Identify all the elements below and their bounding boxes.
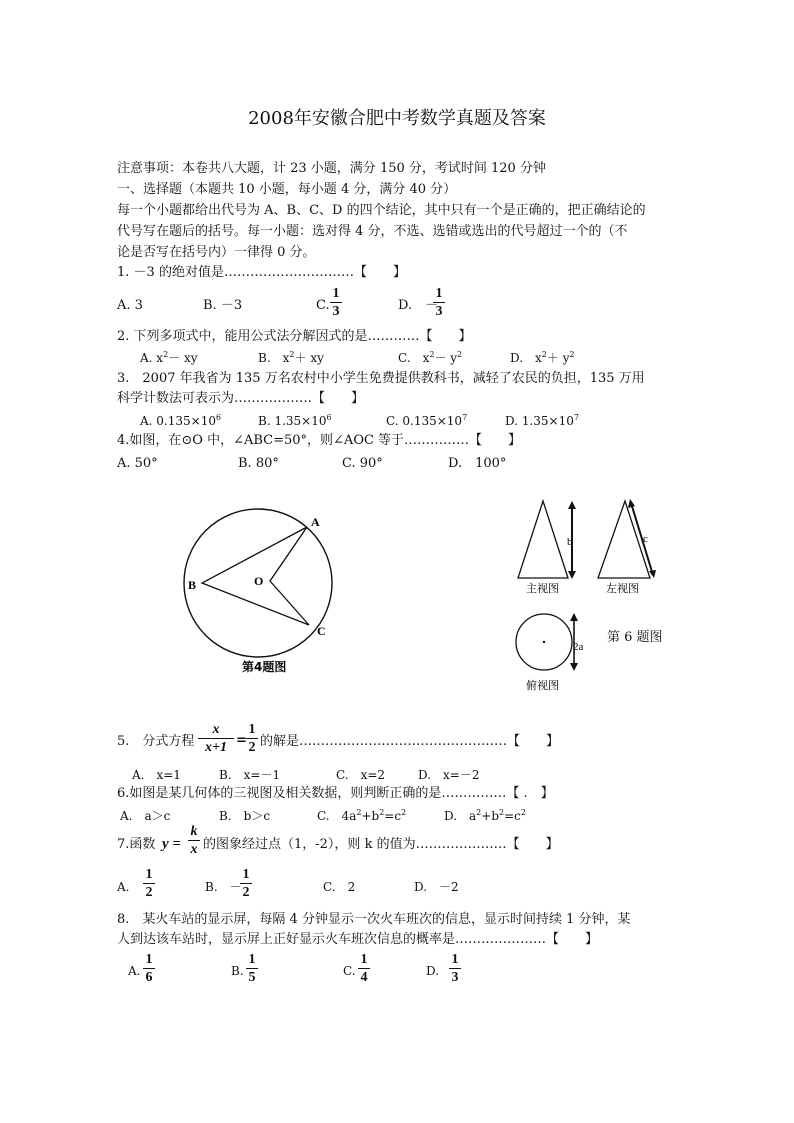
q5-equals: =	[236, 733, 247, 748]
arrow-up-icon	[570, 613, 578, 621]
label-o: O	[254, 574, 264, 588]
q4-option-b: B. 80°	[238, 456, 279, 471]
label-2a-dim: 2a	[573, 641, 584, 653]
instruction-line-1: 每一个小题都给出代号为 A、B、C、D 的四个结论，其中只有一个是正确的，把正确结论的	[117, 203, 646, 218]
q5-fraction-lhs: x x+1	[198, 722, 234, 755]
q5-option-b: B. x=－1	[219, 768, 281, 782]
q3-line-2: 科学计数法可表示为………………【 】	[117, 391, 365, 406]
q7-y: y =	[162, 836, 181, 852]
q3-line-1: 3. 2007 年我省为 135 万名农村中小学生免费提供教科书，减轻了农民的负担，135 万用	[117, 371, 645, 386]
q5-option-c: C. x=2	[336, 768, 386, 782]
q2-option-d: D. $x^2+ y^2$	[510, 350, 575, 365]
label-b-dim: b	[567, 536, 573, 548]
q7-b-fraction: 1 2	[240, 867, 252, 900]
front-view-caption: 主视图	[526, 582, 559, 595]
q4-option-c: C. 90°	[342, 456, 383, 471]
q4-option-d: D. 100°	[448, 456, 507, 471]
q5-stem: 的解是…………………………………………【 】	[260, 734, 560, 749]
q8-c-fraction: 1 4	[358, 952, 370, 985]
arrow-down-icon	[568, 571, 576, 579]
q6-option-c: C. $4a^2+b^2=c^2$	[317, 808, 407, 823]
q6-option-b: B. b＞c	[219, 809, 271, 823]
notice: 注意事项：本卷共八大题，计 23 小题，满分 150 分，考试时间 120 分钟	[117, 161, 546, 176]
q7-option-a: A.	[117, 880, 130, 894]
left-view-dimension-c	[631, 503, 653, 575]
q6-option-a: A. a＞c	[120, 809, 171, 823]
q7-a-fraction: 1 2	[143, 867, 155, 900]
q4-option-a: A. 50°	[117, 456, 158, 471]
top-view-caption: 俯视图	[526, 679, 559, 692]
q6-option-d: D. $a^2+b^2=c^2$	[444, 808, 526, 823]
q7-option-c: C. 2	[323, 880, 356, 894]
angle-aoc-lines	[270, 527, 309, 625]
left-view-caption: 左视图	[606, 582, 639, 595]
q1-c-fraction: 1 3	[330, 286, 342, 319]
q5-option-d: D. x=－2	[418, 768, 480, 782]
arrow-up-icon	[568, 501, 576, 509]
q8-option-a: A.	[128, 964, 141, 978]
figure-6-three-views	[510, 495, 680, 695]
q5-prefix: 5. 分式方程	[117, 734, 195, 749]
q2-option-b: B. $x^2+$ xy	[258, 350, 324, 365]
figure-4-caption: 第4题图	[242, 660, 287, 674]
q8-option-c: C.	[343, 964, 356, 978]
q6-stem: 6.如图是某几何体的三视图及相关数据，则判断正确的是……………【 . 】	[117, 786, 554, 801]
q7-fraction: k x	[188, 824, 200, 857]
q4-stem: 4.如图，在⊙O 中，∠ABC=50°，则∠AOC 等于……………【 】	[117, 433, 522, 448]
q8-line-2: 人到达该车站时，显示屏上正好显示火车班次信息的概率是…………………【 】	[117, 932, 599, 947]
section-heading: 一、选择题（本题共 10 小题，每小题 4 分，满分 40 分）	[117, 182, 457, 197]
q5-option-a: A. x=1	[132, 768, 181, 782]
q5-fraction-rhs: 1 2	[246, 722, 258, 755]
q8-line-1: 8. 某火车站的显示屏，每隔 4 分钟显示一次火车班次的信息，显示时间持续 1 分钟，某	[117, 912, 631, 927]
label-b: B	[188, 578, 197, 592]
q3-option-a: A. $0.135\times 10^6$	[140, 413, 222, 428]
q8-d-fraction: 1 3	[449, 952, 461, 985]
page-title: 2008年安徽合肥中考数学真题及答案	[248, 108, 546, 129]
q7-option-b: B. －	[205, 880, 242, 894]
q7-stem: 的图象经过点（1，-2），则 k 的值为…………………【 】	[203, 837, 559, 852]
q8-b-fraction: 1 5	[246, 952, 258, 985]
q3-option-c: C. $0.135\times 10^7$	[386, 413, 468, 428]
top-view-center	[543, 641, 545, 643]
q1-option-a: A. 3	[117, 298, 143, 313]
arrow-up-icon	[628, 499, 635, 508]
arrow-down-icon	[570, 663, 578, 671]
q8-option-d: D.	[426, 964, 440, 978]
q8-option-b: B.	[231, 964, 244, 978]
instruction-line-2: 代号写在题后的括号。每一小题：选对得 4 分，不选、选错或选出的代号超过一个的（不	[117, 224, 628, 239]
front-view-triangle	[518, 501, 568, 578]
q1-option-c: C.	[316, 298, 330, 313]
q2-stem: 2. 下列多项式中，能用公式法分解因式的是…………【 】	[117, 329, 472, 344]
label-a: A	[311, 515, 320, 529]
label-c: C	[317, 624, 326, 638]
q7-prefix: 7.函数	[117, 837, 156, 852]
q2-option-a: A. $x^2-$ xy	[140, 350, 198, 365]
q2-option-c: C. $x^2- y^2$	[398, 350, 463, 365]
q8-a-fraction: 1 6	[143, 952, 155, 985]
q1-d-fraction: 1 3	[433, 286, 445, 319]
label-c-dim: c	[643, 533, 648, 545]
figure-6-caption: 第 6 题图	[607, 630, 663, 645]
figure-4-circle-diagram	[180, 505, 340, 680]
q3-option-d: D. $1.35\times 10^7$	[505, 413, 579, 428]
q3-option-b: B. $1.35\times 10^6$	[258, 413, 332, 428]
q1-option-b: B. －3	[203, 298, 243, 313]
q7-option-d: D. －2	[414, 880, 459, 894]
instruction-line-3: 论是否写在括号内）一律得 0 分。	[117, 245, 316, 260]
q1-stem: 1. －3 的绝对值是…………………………【 】	[117, 265, 406, 280]
q1-option-d: D. －	[398, 298, 439, 313]
